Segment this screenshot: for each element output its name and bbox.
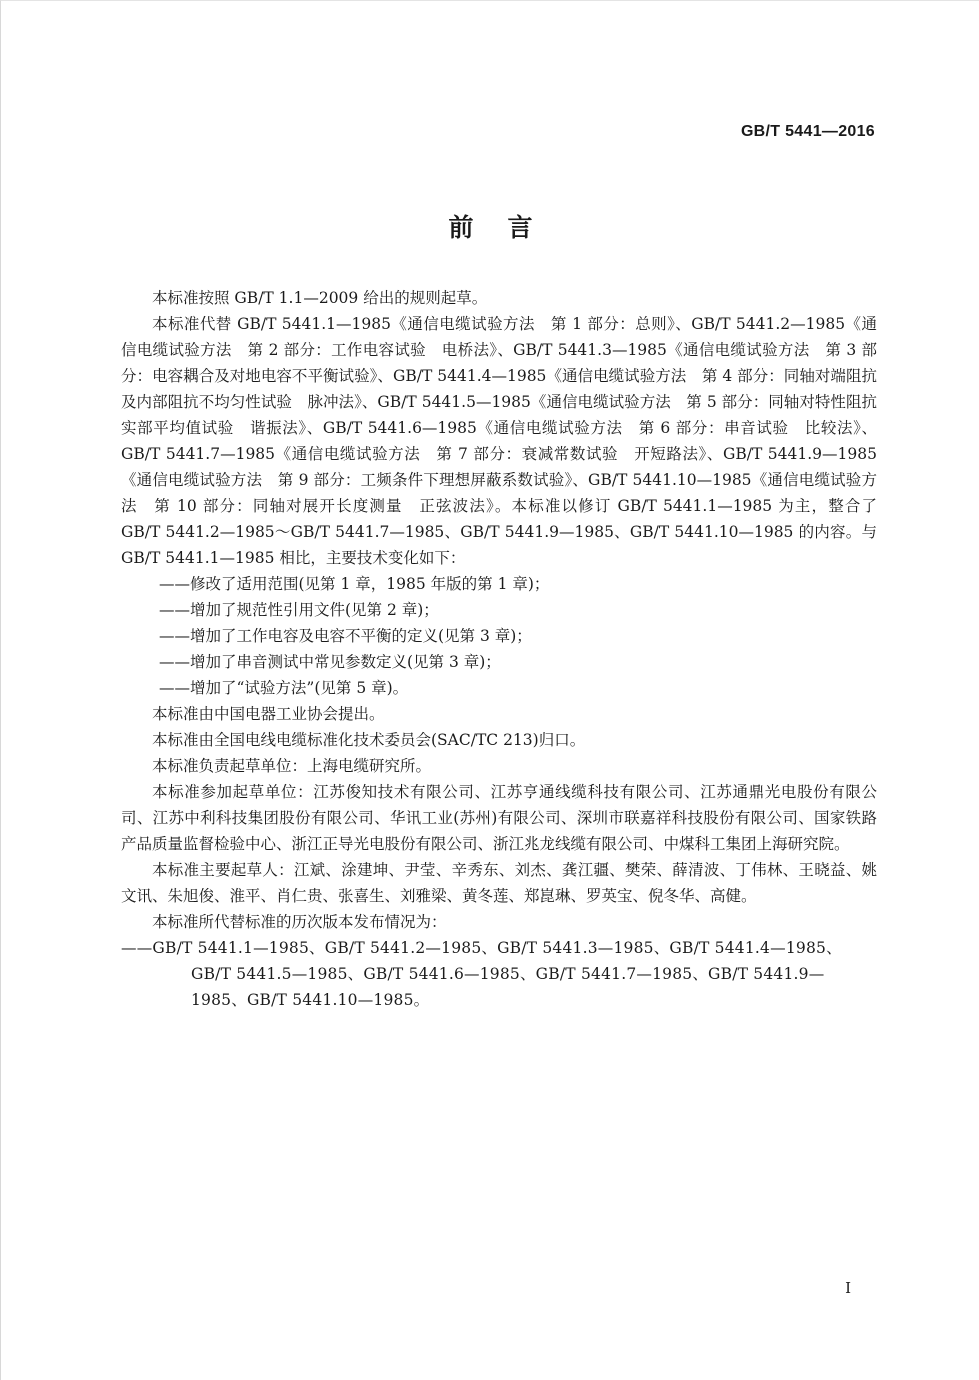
list-item: ——增加了工作电容及电容不平衡的定义(见第 3 章)； [159,627,532,645]
list-item: ——增加了规范性引用文件(见第 2 章)； [159,601,439,619]
standard-code: GB/T 5441—2016 [740,123,875,140]
page-title: 前言 [448,213,567,242]
paragraph-drafting-rules: 本标准按照 GB/T 1.1—2009 给出的规则起草。 [152,289,488,307]
paragraph-responsible-unit: 本标准负责起草单位：上海电缆研究所。 [152,757,432,775]
list-item: ——修改了适用范围(见第 1 章，1985 年版的第 1 章)； [159,575,550,593]
paragraph-participating-units: 本标准参加起草单位：江苏俊知技术有限公司、江苏亨通线缆科技有限公司、江苏通鼎光电股份有限公司、江苏中利科技集团股份有限公司、华讯工业(苏州)有限公司、深圳市联嘉祥科技股份有限公司、国家铁路产品质量监督检验中心、浙江正导光电股份有限公司、浙江兆龙线缆有限公司、中煤科工集团上海研究院。 [121,783,877,853]
list-item: ——增加了串音测试中常见参数定义(见第 3 章)； [159,653,501,671]
paragraph-committee: 本标准由全国电线电缆标准化技术委员会(SAC/TC 213)归口。 [152,731,586,749]
foreword-body [121,285,877,1013]
paragraph-history-intro: 本标准所代替标准的历次版本发布情况为： [152,913,447,931]
paragraph-proposer: 本标准由中国电器工业协会提出。 [152,705,385,723]
paragraph-drafters: 本标准主要起草人：江斌、涂建坤、尹莹、辛秀东、刘杰、龚江疆、樊荣、薛清波、丁伟林、王晓益、姚文讯、朱旭俊、淮平、肖仁贵、张喜生、刘雅梁、黄冬莲、郑崑琳、罗英宝、倪冬华、高健。 [121,861,877,905]
history-list: ——GB/T 5441.1—1985、GB/T 5441.2—1985、GB/T 5441.3—1985、GB/T 5441.4—1985、GB/T 5441.5—1985、GB/T 5441.6—1985、GB/T 5441.7—1985、GB/T 5441.9—1985、GB/T 5441.10—1985。 [121,939,842,1009]
changes-list [121,571,877,701]
paragraph-replacement: 本标准代替 GB/T 5441.1—1985《通信电缆试验方法 第 1 部分：总则》、GB/T 5441.2—1985《通信电缆试验方法 第 2 部分：工作电容试验 电桥法》、GB/T 5441.3—1985《通信电缆试验方法 第 3 部分：电容耦合及对地电容不平衡试验》、GB/T 5441.4—1985《通信电缆试验方法 第 4 部分：同轴对端阻抗及内部阻抗不均匀性试验 脉冲法》、GB/T 5441.5—1985《通信电缆试验方法 第 5 部分：同轴对特性阻抗实部平均值试验 谐振法》、GB/T 5441.6—1985《通信电缆试验方法 第 6 部分：串音试验 比较法》、GB/T 5441.7—1985《通信电缆试验方法 第 7 部分：衰减常数试验 开短路法》、GB/T 5441.9—1985《通信电缆试验方法 第 9 部分：工频条件下理想屏蔽系数试验》、GB/T 5441.10—1985《通信电缆试验方法 第 10 部分：同轴对展开长度测量 正弦波法》。本标准以修订 GB/T 5441.1—1985 为主，整合了 GB/T 5441.2—1985～GB/T 5441.7—1985、GB/T 5441.9—1985、GB/T 5441.10—1985 的内容。与 GB/T 5441.1—1985 相比，主要技术变化如下： [121,315,877,567]
list-item: ——增加了“试验方法”(见第 5 章)。 [159,679,409,697]
page-number: I [845,1279,851,1297]
